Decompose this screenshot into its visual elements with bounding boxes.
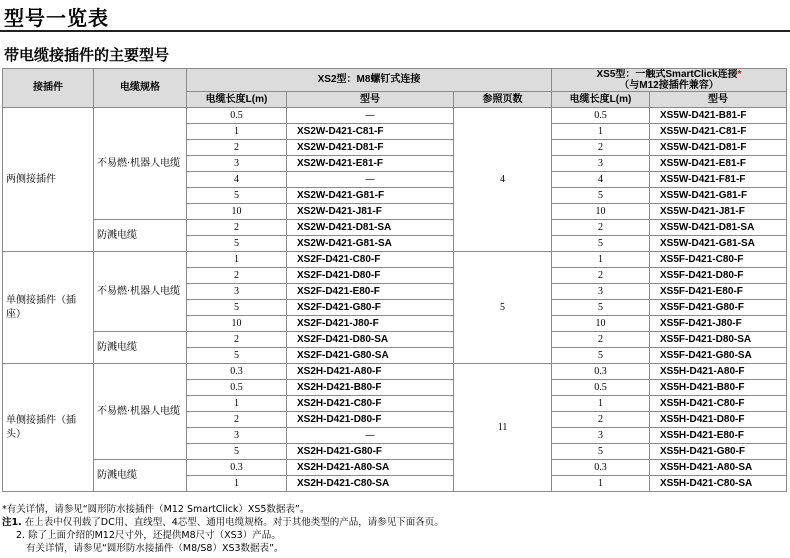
xs5-length-cell: 4 <box>552 172 650 188</box>
xs5-model-cell: XS5F-D421-G80-F <box>650 300 787 316</box>
xs2-model-cell: XS2F-D421-D80-F <box>287 268 454 284</box>
xs5-length-cell: 3 <box>552 156 650 172</box>
xs2-length-cell: 3 <box>187 156 287 172</box>
xs2-model-cell: XS2W-D421-C81-F <box>287 124 454 140</box>
xs2-length-cell: 0.3 <box>187 460 287 476</box>
xs5-length-cell: 1 <box>552 476 650 492</box>
table-row <box>3 108 787 124</box>
xs2-model-cell: XS2H-D421-G80-F <box>287 444 454 460</box>
note-2: 2. 除了上面介绍的M12尺寸外，还提供M8尺寸（XS3）产品。 <box>16 530 281 541</box>
header-connector: 接插件 <box>3 69 94 108</box>
xs2-length-cell: 10 <box>187 204 287 220</box>
xs2-model-cell: — <box>287 428 454 444</box>
xs5-model-cell: XS5W-D421-G81-F <box>650 188 787 204</box>
xs5-model-cell: XS5H-D421-C80-F <box>650 396 787 412</box>
xs5-model-cell: XS5H-D421-A80-SA <box>650 460 787 476</box>
xs2-model-cell: XS2W-D421-G81-F <box>287 188 454 204</box>
xs5-length-cell: 1 <box>552 124 650 140</box>
cable-spec-cell: 防溅电缆 <box>94 220 187 252</box>
xs5-star: * <box>737 69 742 80</box>
xs2-model-cell: — <box>287 108 454 124</box>
xs2-length-cell: 0.5 <box>187 108 287 124</box>
xs2-model-cell: — <box>287 172 454 188</box>
xs5-model-cell: XS5F-D421-D80-SA <box>650 332 787 348</box>
xs5-length-cell: 3 <box>552 284 650 300</box>
table-row <box>3 364 787 380</box>
header-xs2-group: XS2型：M8螺钉式连接 <box>187 69 552 92</box>
xs5-model-cell: XS5F-D421-C80-F <box>650 252 787 268</box>
xs2-model-cell: XS2W-D421-G81-SA <box>287 236 454 252</box>
xs2-length-cell: 5 <box>187 444 287 460</box>
xs5-group-line1: XS5型：一触式SmartClick连接 <box>596 69 738 80</box>
xs5-model-cell: XS5H-D421-B80-F <box>650 380 787 396</box>
xs2-length-cell: 2 <box>187 332 287 348</box>
xs5-length-cell: 2 <box>552 220 650 236</box>
header-ref-page: 参照页数 <box>454 92 552 108</box>
xs2-model-cell: XS2H-D421-A80-SA <box>287 460 454 476</box>
xs5-model-cell: XS5W-D421-C81-F <box>650 124 787 140</box>
xs2-model-cell: XS2F-D421-G80-SA <box>287 348 454 364</box>
xs2-length-cell: 5 <box>187 236 287 252</box>
xs5-model-cell: XS5F-D421-J80-F <box>650 316 787 332</box>
xs5-length-cell: 2 <box>552 140 650 156</box>
xs5-model-cell: XS5H-D421-A80-F <box>650 364 787 380</box>
xs5-model-cell: XS5W-D421-J81-F <box>650 204 787 220</box>
cable-spec-cell: 不易燃·机器人电缆 <box>94 364 187 460</box>
xs2-length-cell: 5 <box>187 188 287 204</box>
xs2-model-cell: XS2W-D421-J81-F <box>287 204 454 220</box>
ref-page-cell: 5 <box>454 252 552 364</box>
cable-spec-cell: 不易燃·机器人电缆 <box>94 108 187 220</box>
xs2-model-cell: XS2F-D421-D80-SA <box>287 332 454 348</box>
section-title: 带电缆接插件的主要型号 <box>4 46 170 64</box>
xs2-model-cell: XS2W-D421-D81-SA <box>287 220 454 236</box>
xs5-group-line2: （与M12接插件兼容） <box>619 80 719 91</box>
header-xs2-length: 电缆长度L(m) <box>187 92 287 108</box>
xs5-length-cell: 2 <box>552 412 650 428</box>
xs2-length-cell: 1 <box>187 396 287 412</box>
xs5-model-cell: XS5W-D421-G81-SA <box>650 236 787 252</box>
note-1-text: 在上表中仅刊载了DC用、直线型、4芯型、通用电缆规格。对于其他类型的产品，请参见下面各页。 <box>24 517 444 528</box>
xs2-length-cell: 0.3 <box>187 364 287 380</box>
note-3: 有关详情，请参见“圆形防水接插件（M8/S8）XS3数据表”。 <box>26 543 284 554</box>
xs5-model-cell: XS5W-D421-D81-SA <box>650 220 787 236</box>
xs2-length-cell: 0.5 <box>187 380 287 396</box>
xs2-length-cell: 2 <box>187 140 287 156</box>
note-label: 注1. <box>2 517 22 528</box>
table-row <box>3 460 787 476</box>
xs2-length-cell: 2 <box>187 268 287 284</box>
xs2-model-cell: XS2W-D421-D81-F <box>287 140 454 156</box>
xs5-model-cell: XS5W-D421-B81-F <box>650 108 787 124</box>
xs5-model-cell: XS5H-D421-D80-F <box>650 412 787 428</box>
cable-spec-cell: 防溅电缆 <box>94 460 187 492</box>
table-row <box>3 220 787 236</box>
table-row <box>3 332 787 348</box>
xs5-length-cell: 5 <box>552 348 650 364</box>
xs5-length-cell: 0.3 <box>552 364 650 380</box>
cable-spec-cell: 防溅电缆 <box>94 332 187 364</box>
xs2-length-cell: 5 <box>187 300 287 316</box>
xs5-length-cell: 0.5 <box>552 108 650 124</box>
xs2-length-cell: 1 <box>187 252 287 268</box>
xs5-model-cell: XS5F-D421-E80-F <box>650 284 787 300</box>
xs5-length-cell: 1 <box>552 252 650 268</box>
xs2-length-cell: 4 <box>187 172 287 188</box>
xs2-model-cell: XS2W-D421-E81-F <box>287 156 454 172</box>
xs5-length-cell: 0.3 <box>552 460 650 476</box>
xs5-length-cell: 10 <box>552 204 650 220</box>
xs2-model-cell: XS2F-D421-C80-F <box>287 252 454 268</box>
xs5-length-cell: 1 <box>552 396 650 412</box>
model-table <box>2 68 787 492</box>
table-row <box>3 252 787 268</box>
xs5-model-cell: XS5W-D421-D81-F <box>650 140 787 156</box>
connector-cell: 两侧接插件 <box>3 108 94 252</box>
xs2-length-cell: 1 <box>187 476 287 492</box>
cable-spec-cell: 不易燃·机器人电缆 <box>94 252 187 332</box>
xs5-length-cell: 3 <box>552 428 650 444</box>
header-xs5-length: 电缆长度L(m) <box>552 92 650 108</box>
xs2-length-cell: 3 <box>187 284 287 300</box>
ref-page-cell: 11 <box>454 364 552 492</box>
xs2-model-cell: XS2H-D421-C80-F <box>287 396 454 412</box>
xs5-model-cell: XS5W-D421-E81-F <box>650 156 787 172</box>
xs5-length-cell: 5 <box>552 300 650 316</box>
note-1 <box>2 516 444 529</box>
xs5-length-cell: 5 <box>552 236 650 252</box>
xs5-model-cell: XS5H-D421-C80-SA <box>650 476 787 492</box>
xs2-length-cell: 2 <box>187 412 287 428</box>
title-divider <box>0 30 790 32</box>
xs2-model-cell: XS2F-D421-E80-F <box>287 284 454 300</box>
header-cable-spec: 电缆规格 <box>94 69 187 108</box>
xs2-model-cell: XS2H-D421-C80-SA <box>287 476 454 492</box>
xs2-model-cell: XS2H-D421-B80-F <box>287 380 454 396</box>
xs5-length-cell: 0.5 <box>552 380 650 396</box>
xs5-model-cell: XS5H-D421-G80-F <box>650 444 787 460</box>
xs5-length-cell: 10 <box>552 316 650 332</box>
xs2-model-cell: XS2H-D421-D80-F <box>287 412 454 428</box>
connector-cell: 单侧接插件（插头） <box>3 364 94 492</box>
xs5-model-cell: XS5W-D421-F81-F <box>650 172 787 188</box>
xs2-length-cell: 5 <box>187 348 287 364</box>
xs5-length-cell: 2 <box>552 332 650 348</box>
xs2-model-cell: XS2F-D421-G80-F <box>287 300 454 316</box>
xs5-model-cell: XS5H-D421-E80-F <box>650 428 787 444</box>
table-body <box>3 108 787 492</box>
xs2-length-cell: 2 <box>187 220 287 236</box>
page-title: 型号一览表 <box>4 6 109 30</box>
xs5-length-cell: 2 <box>552 268 650 284</box>
header-xs5-model: 型号 <box>650 92 787 108</box>
xs2-model-cell: XS2F-D421-J80-F <box>287 316 454 332</box>
star-note: *有关详情，请参见“圆形防水接插件（M12 SmartClick）XS5数据表”。 <box>2 504 310 515</box>
xs5-length-cell: 5 <box>552 188 650 204</box>
xs2-length-cell: 10 <box>187 316 287 332</box>
header-xs5-group <box>552 69 787 92</box>
header-xs2-model: 型号 <box>287 92 454 108</box>
xs2-model-cell: XS2H-D421-A80-F <box>287 364 454 380</box>
ref-page-cell: 4 <box>454 108 552 252</box>
xs5-length-cell: 5 <box>552 444 650 460</box>
connector-cell: 单侧接插件（插座） <box>3 252 94 364</box>
xs2-length-cell: 3 <box>187 428 287 444</box>
notes <box>2 503 444 555</box>
xs5-model-cell: XS5F-D421-D80-F <box>650 268 787 284</box>
xs2-length-cell: 1 <box>187 124 287 140</box>
xs5-model-cell: XS5F-D421-G80-SA <box>650 348 787 364</box>
